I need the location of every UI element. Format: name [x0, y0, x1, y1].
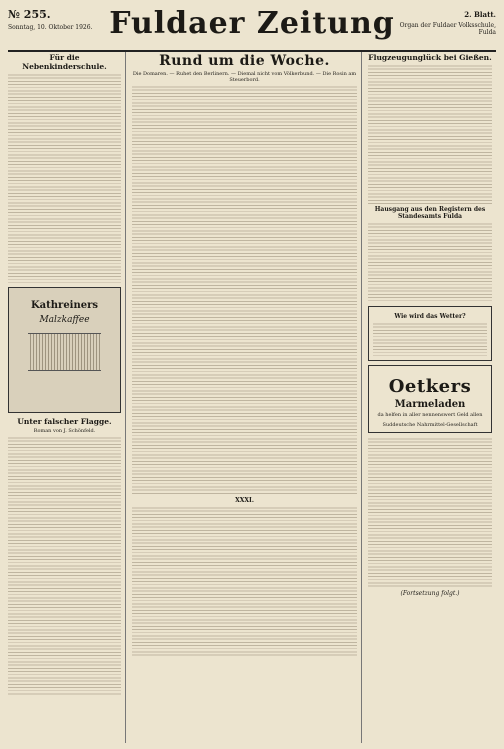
- text-block: [368, 437, 492, 587]
- masthead: [8, 6, 496, 52]
- continuation-note: (Fortsetzung folgt.): [400, 590, 460, 597]
- text-block: [373, 322, 487, 356]
- sheet-subtitle: Organ der Fuldaer Volksschule, Fulda: [399, 22, 496, 36]
- text-block: [8, 436, 121, 696]
- left-heading: Für die Nebenkinderschule.: [22, 53, 107, 71]
- issue-number: № 255.: [8, 8, 51, 21]
- columns: [8, 52, 496, 743]
- kathreiner-ad: [8, 287, 121, 413]
- issue-date: Sonntag, 10. Oktober 1926.: [8, 24, 93, 31]
- text-block: [132, 506, 357, 656]
- text-block: [368, 64, 492, 204]
- ad-tagline: da helfen in aller nennenswert Geld allen: [377, 412, 483, 418]
- sheet-number: 2. Blatt.: [464, 10, 496, 19]
- registry-heading: Hausgang aus den Registern des Standesamts Fulda: [374, 206, 486, 220]
- left-column: [8, 52, 126, 743]
- weather-title: Wie wird das Wetter?: [394, 313, 466, 320]
- right-column: [368, 52, 496, 743]
- text-block: [368, 222, 492, 302]
- chapter-number: XXXI.: [235, 497, 254, 504]
- weather-box: [368, 306, 492, 361]
- middle-column: [132, 52, 362, 743]
- ad-brand: Kathreiners: [30, 300, 99, 311]
- text-block: [8, 73, 121, 283]
- ad-maker: Suddeutsche Nahrmittel-Gesellschaft: [382, 422, 478, 428]
- ad-product: Malzkaffee: [39, 315, 90, 325]
- oetker-ad: [368, 365, 492, 433]
- right-heading: Flugzeugunglück bei Gießen.: [368, 53, 492, 62]
- ad-product: Marmeladen: [394, 399, 466, 410]
- story-heading: Unter falscher Flagge.: [17, 417, 112, 426]
- mid-heading: Rund um die Woche.: [159, 53, 330, 69]
- text-block: [132, 85, 357, 495]
- newspaper-title: Fuldaer Zeitung: [109, 6, 395, 41]
- story-sub: Roman von J. Schönfeld.: [33, 428, 96, 434]
- ad-art: [28, 333, 100, 371]
- ad-brand: Oetkers: [388, 376, 472, 397]
- mid-subheading: Die Domaren. — Ruhet den Berlinern. — Diemal nicht vom Völkerbund. — Die Rosin am Steuerbord.: [132, 71, 357, 83]
